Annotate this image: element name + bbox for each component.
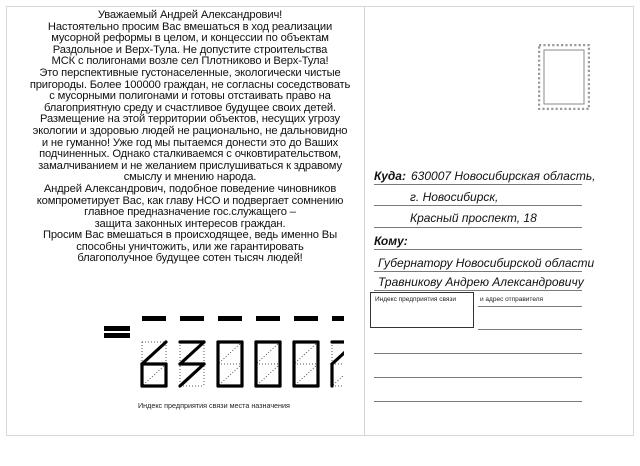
to-label: Куда: (374, 169, 406, 183)
sender-address-caption: и адрес отправителя (480, 296, 544, 303)
to-line-3: Красный проспект, 18 (410, 211, 537, 225)
message-line: Настоятельно просим Вас вмешаться в ход реализации (47, 20, 333, 33)
whom-line-2: Травникову Андрею Александровичу (378, 275, 584, 289)
sender-line (478, 329, 582, 330)
whom-label: Кому: (374, 234, 408, 248)
postcode-digit (332, 316, 344, 386)
sender-index-caption: Индекс предприятия связи (375, 296, 457, 303)
message-line: и не гуманно! Уже год мы пытаемся донести это до Ваших (41, 136, 339, 149)
postcode-digit (294, 316, 318, 386)
postcode-top-bar (332, 316, 344, 321)
message-line: способны уничтожить, или же гарантировать (76, 240, 304, 253)
postcode-digit (256, 316, 280, 386)
message-line: защита законных интересов граждан. (94, 217, 286, 230)
postcode-top-bar (218, 316, 242, 321)
message-line: компрометирует Вас, как главу НСО и подвергает сомнению (36, 194, 344, 207)
message-block (22, 10, 358, 265)
sender-line (374, 401, 582, 402)
message-line: Просим Вас вмешаться в происходящее, ведь именно Вы (42, 229, 338, 242)
postcode-caption: Индекс предприятия связи места назначения (138, 401, 290, 410)
message-line: смыслу и мнению народа. (123, 171, 257, 184)
card-divider (364, 6, 365, 436)
postcode-digit (218, 316, 242, 386)
address-line (374, 205, 582, 206)
address-line (374, 184, 582, 185)
sender-line (374, 377, 582, 378)
address-line (374, 227, 582, 228)
sender-line (478, 306, 582, 307)
postcode-digits-text (0, 0, 1, 1)
message-line: с мусорными полигонами и готовы отстаивать право на (49, 90, 331, 103)
address-line (374, 290, 582, 291)
sender-line (374, 353, 582, 354)
message-line: Раздольное и Верх-Тула. Не допустите строительства (52, 43, 328, 56)
message-line: Размещение на этой территории объектов, несущих угрозу (40, 113, 340, 126)
postcode-marker-bar (104, 326, 130, 331)
address-line (374, 271, 582, 272)
message-line: Андрей Александрович, подобное поведение чиновников (43, 182, 337, 195)
message-line: экологии и здоровью людей не рационально, не дальновидно (32, 124, 348, 137)
message-line: Это перспективные густонаселенные, экологически чистые (39, 66, 341, 79)
whom-line-1: Губернатору Новосибирской области (378, 256, 595, 270)
postcode-top-bar (256, 316, 280, 321)
message-line: благоприятную среду и счастливое будущее своих детей. (44, 101, 336, 114)
message-line: мусорной реформы в целом, и концессии по объектам (51, 32, 329, 45)
message-line: МСК с полигонами возле сел Плотниково и Верх-Тула! (51, 55, 329, 68)
postcode-stencil (104, 316, 344, 392)
message-line: пригороды. Более 100000 граждан, не согласны соседствовать (29, 78, 351, 91)
message-line: благополучное будущее сотен тысяч людей! (77, 252, 303, 265)
message-greeting: Уважаемый Андрей Александрович! (97, 9, 283, 21)
address-line (374, 249, 582, 250)
to-line-2: г. Новосибирск, (410, 190, 499, 204)
postcode-digit (142, 316, 166, 386)
postcode-digit (180, 316, 204, 386)
postcode-marker-bar (104, 333, 130, 338)
to-line-1: 630007 Новосибирская область, (411, 169, 596, 183)
postcode-top-bar (294, 316, 318, 321)
postcode-top-bar (142, 316, 166, 321)
message-line: замалчиванием и не желанием прислушиваться к здравому (38, 159, 342, 172)
message-line: подчиненных. Однако сталкиваемся с очковтирательством, (39, 148, 341, 161)
postcode-top-bar (180, 316, 204, 321)
message-line: главное предназначение гос.служащего – (84, 206, 296, 219)
stamp-placeholder-icon (538, 44, 590, 110)
